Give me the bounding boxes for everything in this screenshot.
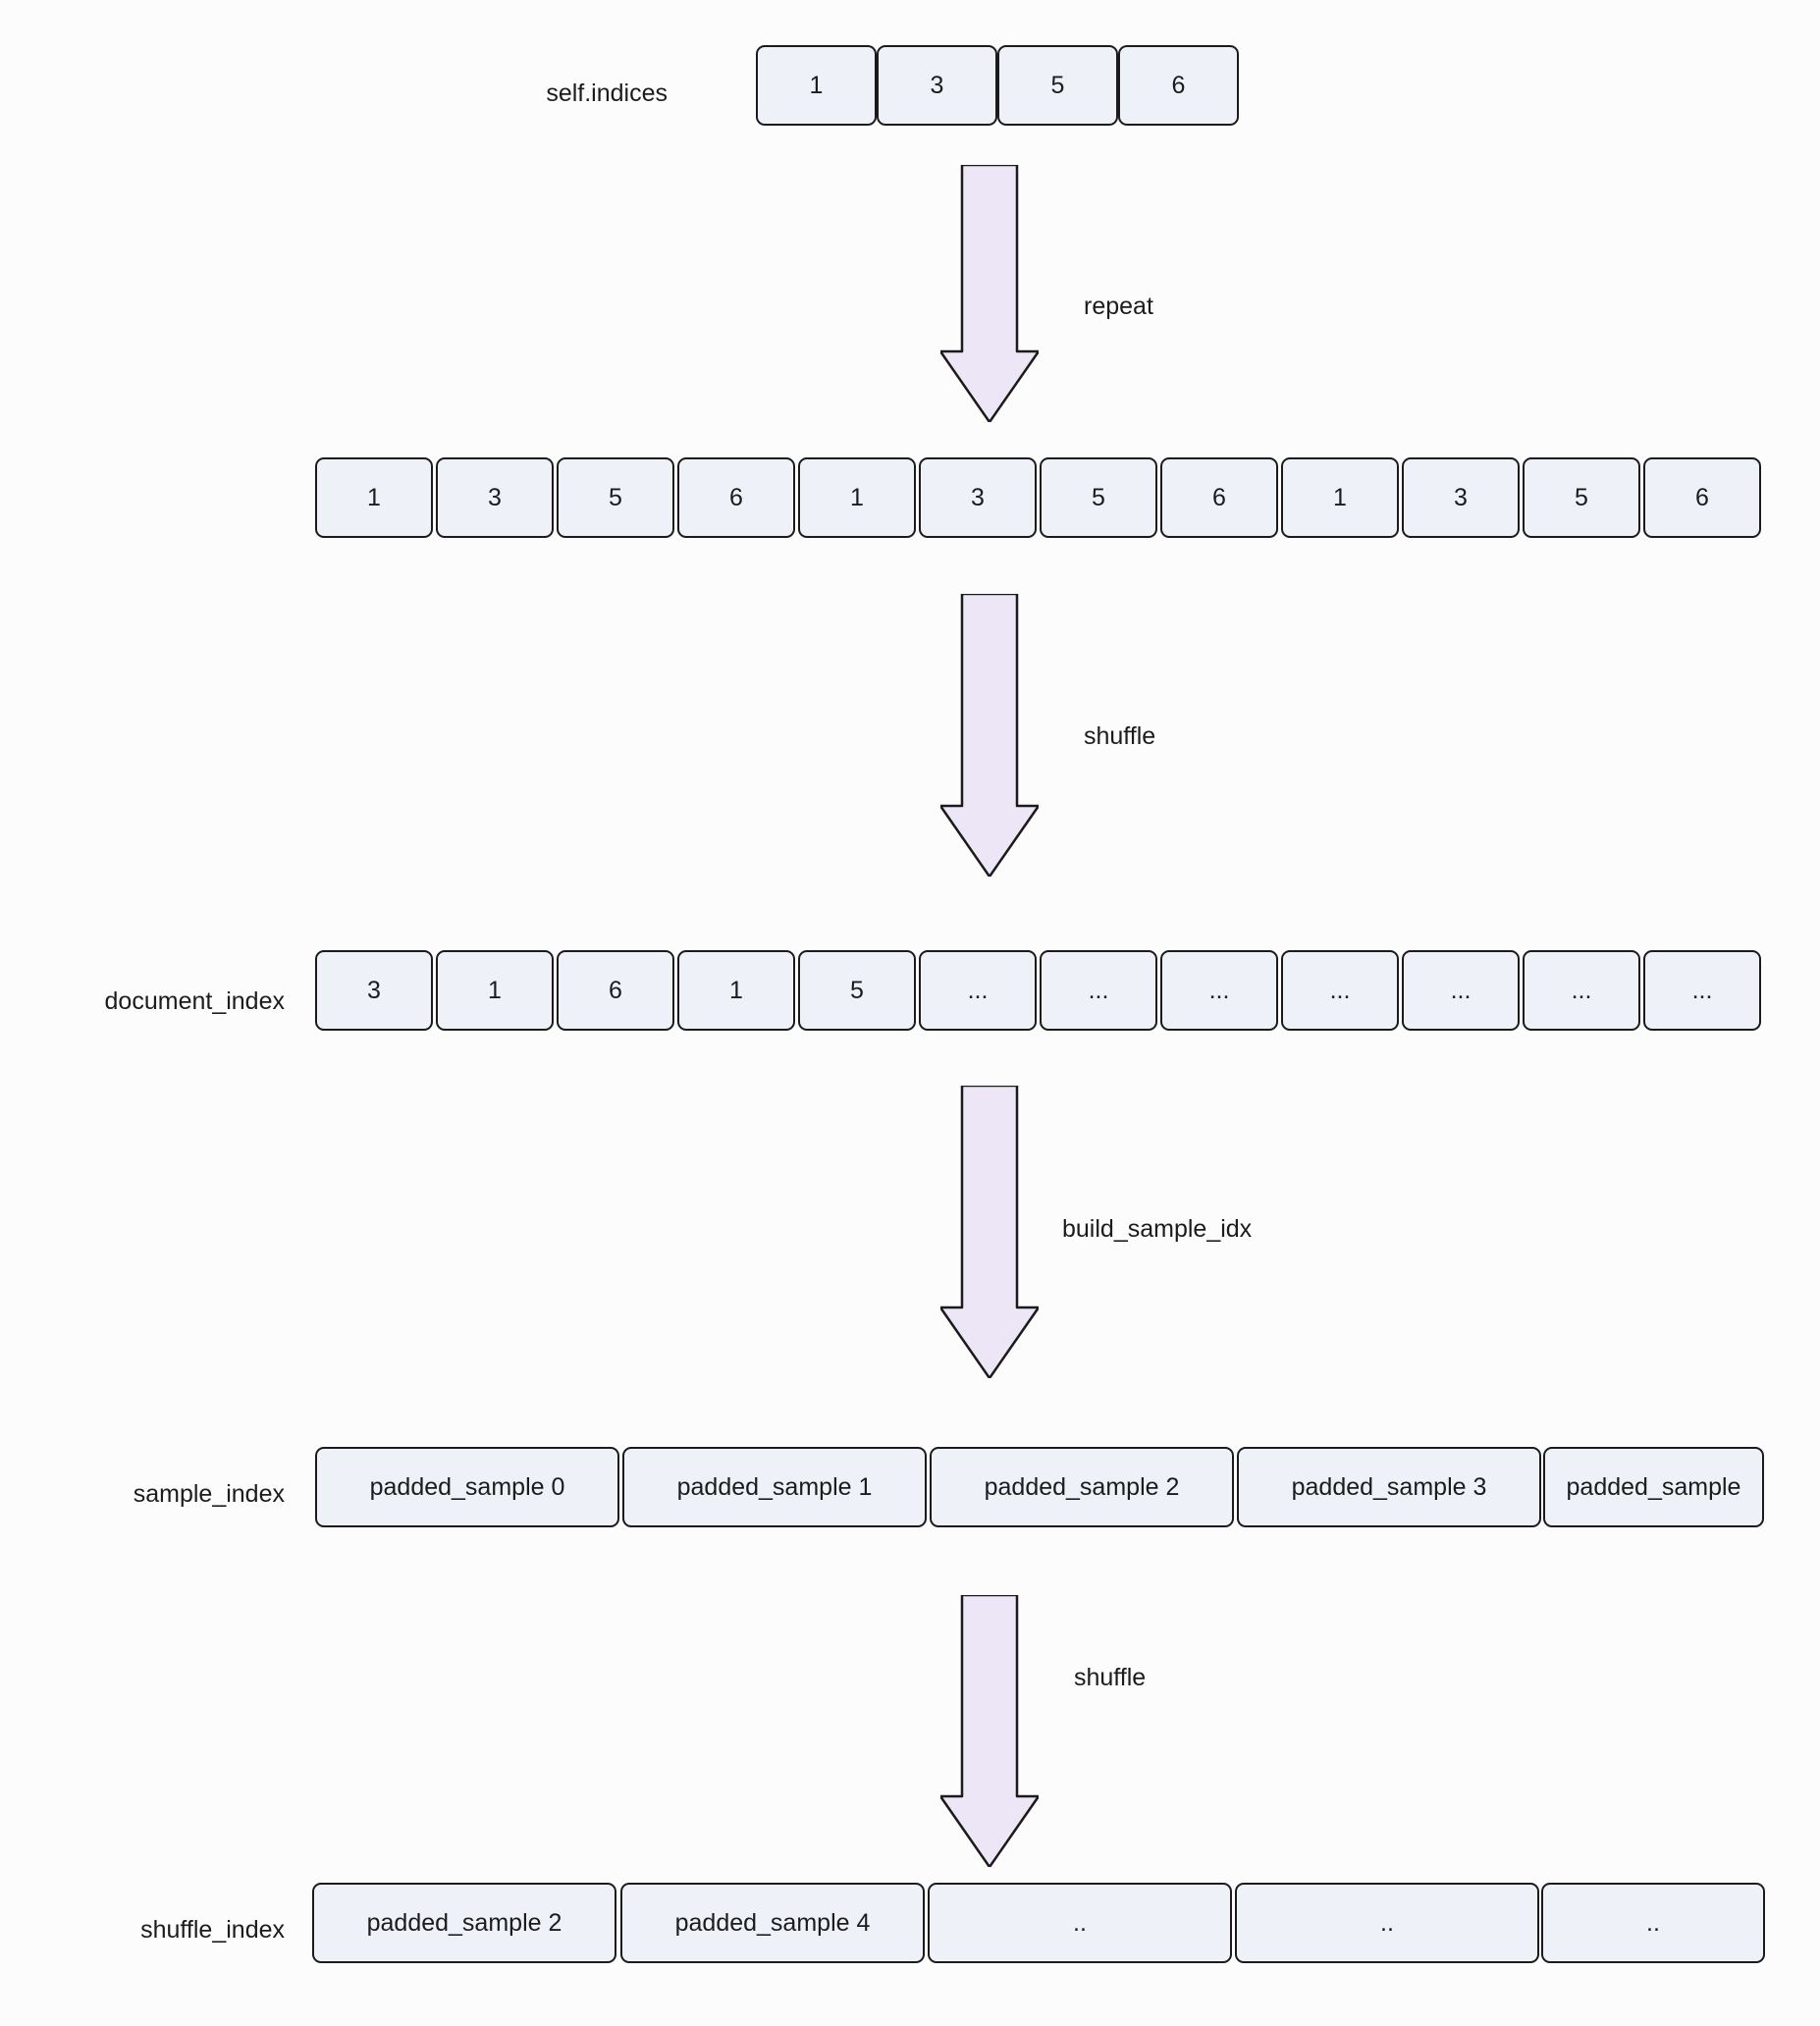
arrow-build-sample-idx: [940, 1086, 1039, 1378]
repeated-index-box: 1: [315, 457, 433, 538]
sample-index-box: padded_sample 2: [930, 1447, 1234, 1527]
document-index-box: 3: [315, 950, 433, 1031]
repeated-index-box: 6: [677, 457, 795, 538]
document-index-box: 1: [677, 950, 795, 1031]
repeated-index-box: 5: [1040, 457, 1157, 538]
arrow-label-shuffle-2: shuffle: [1074, 1664, 1147, 1691]
shuffle-index-box: ..: [1235, 1883, 1539, 1963]
sample-index-box: padded_sample 3: [1237, 1447, 1541, 1527]
document-index-box: ...: [1281, 950, 1399, 1031]
document-index-box: ...: [1643, 950, 1761, 1031]
repeated-index-box: 5: [1523, 457, 1640, 538]
shuffle-index-box: ..: [1541, 1883, 1765, 1963]
row-label-sample-index: sample_index: [133, 1480, 285, 1508]
arrow-shuffle-2: [940, 1595, 1039, 1867]
indices-box: 1: [756, 45, 877, 126]
document-index-box: ...: [1160, 950, 1278, 1031]
indices-box: 3: [877, 45, 997, 126]
repeated-index-box: 3: [436, 457, 554, 538]
shuffle-index-box: padded_sample 4: [620, 1883, 925, 1963]
shuffle-index-box: padded_sample 2: [312, 1883, 616, 1963]
indices-box: 6: [1118, 45, 1239, 126]
arrow-shuffle-1: [940, 594, 1039, 877]
document-index-box: ...: [1523, 950, 1640, 1031]
sample-index-box: padded_sample 1: [622, 1447, 927, 1527]
document-index-box: ...: [1402, 950, 1520, 1031]
arrow-label-shuffle-1: shuffle: [1084, 722, 1156, 750]
repeated-index-box: 5: [557, 457, 674, 538]
repeated-index-box: 1: [1281, 457, 1399, 538]
document-index-box: 1: [436, 950, 554, 1031]
arrow-label-repeat: repeat: [1084, 293, 1153, 320]
sample-index-box: padded_sample 0: [315, 1447, 619, 1527]
sample-index-box: padded_sample: [1543, 1447, 1764, 1527]
document-index-box: 5: [798, 950, 916, 1031]
indices-box: 5: [997, 45, 1118, 126]
repeated-index-box: 3: [919, 457, 1037, 538]
arrow-repeat: [940, 165, 1039, 422]
document-index-box: ...: [1040, 950, 1157, 1031]
repeated-index-box: 1: [798, 457, 916, 538]
repeated-index-box: 6: [1643, 457, 1761, 538]
shuffle-index-box: ..: [928, 1883, 1232, 1963]
row-label-shuffle-index: shuffle_index: [140, 1916, 285, 1944]
repeated-index-box: 3: [1402, 457, 1520, 538]
row-label-self-indices: self.indices: [546, 80, 668, 107]
repeated-index-box: 6: [1160, 457, 1278, 538]
document-index-box: ...: [919, 950, 1037, 1031]
row-label-document-index: document_index: [104, 987, 285, 1015]
arrow-label-build-sample-idx: build_sample_idx: [1062, 1215, 1253, 1243]
document-index-box: 6: [557, 950, 674, 1031]
